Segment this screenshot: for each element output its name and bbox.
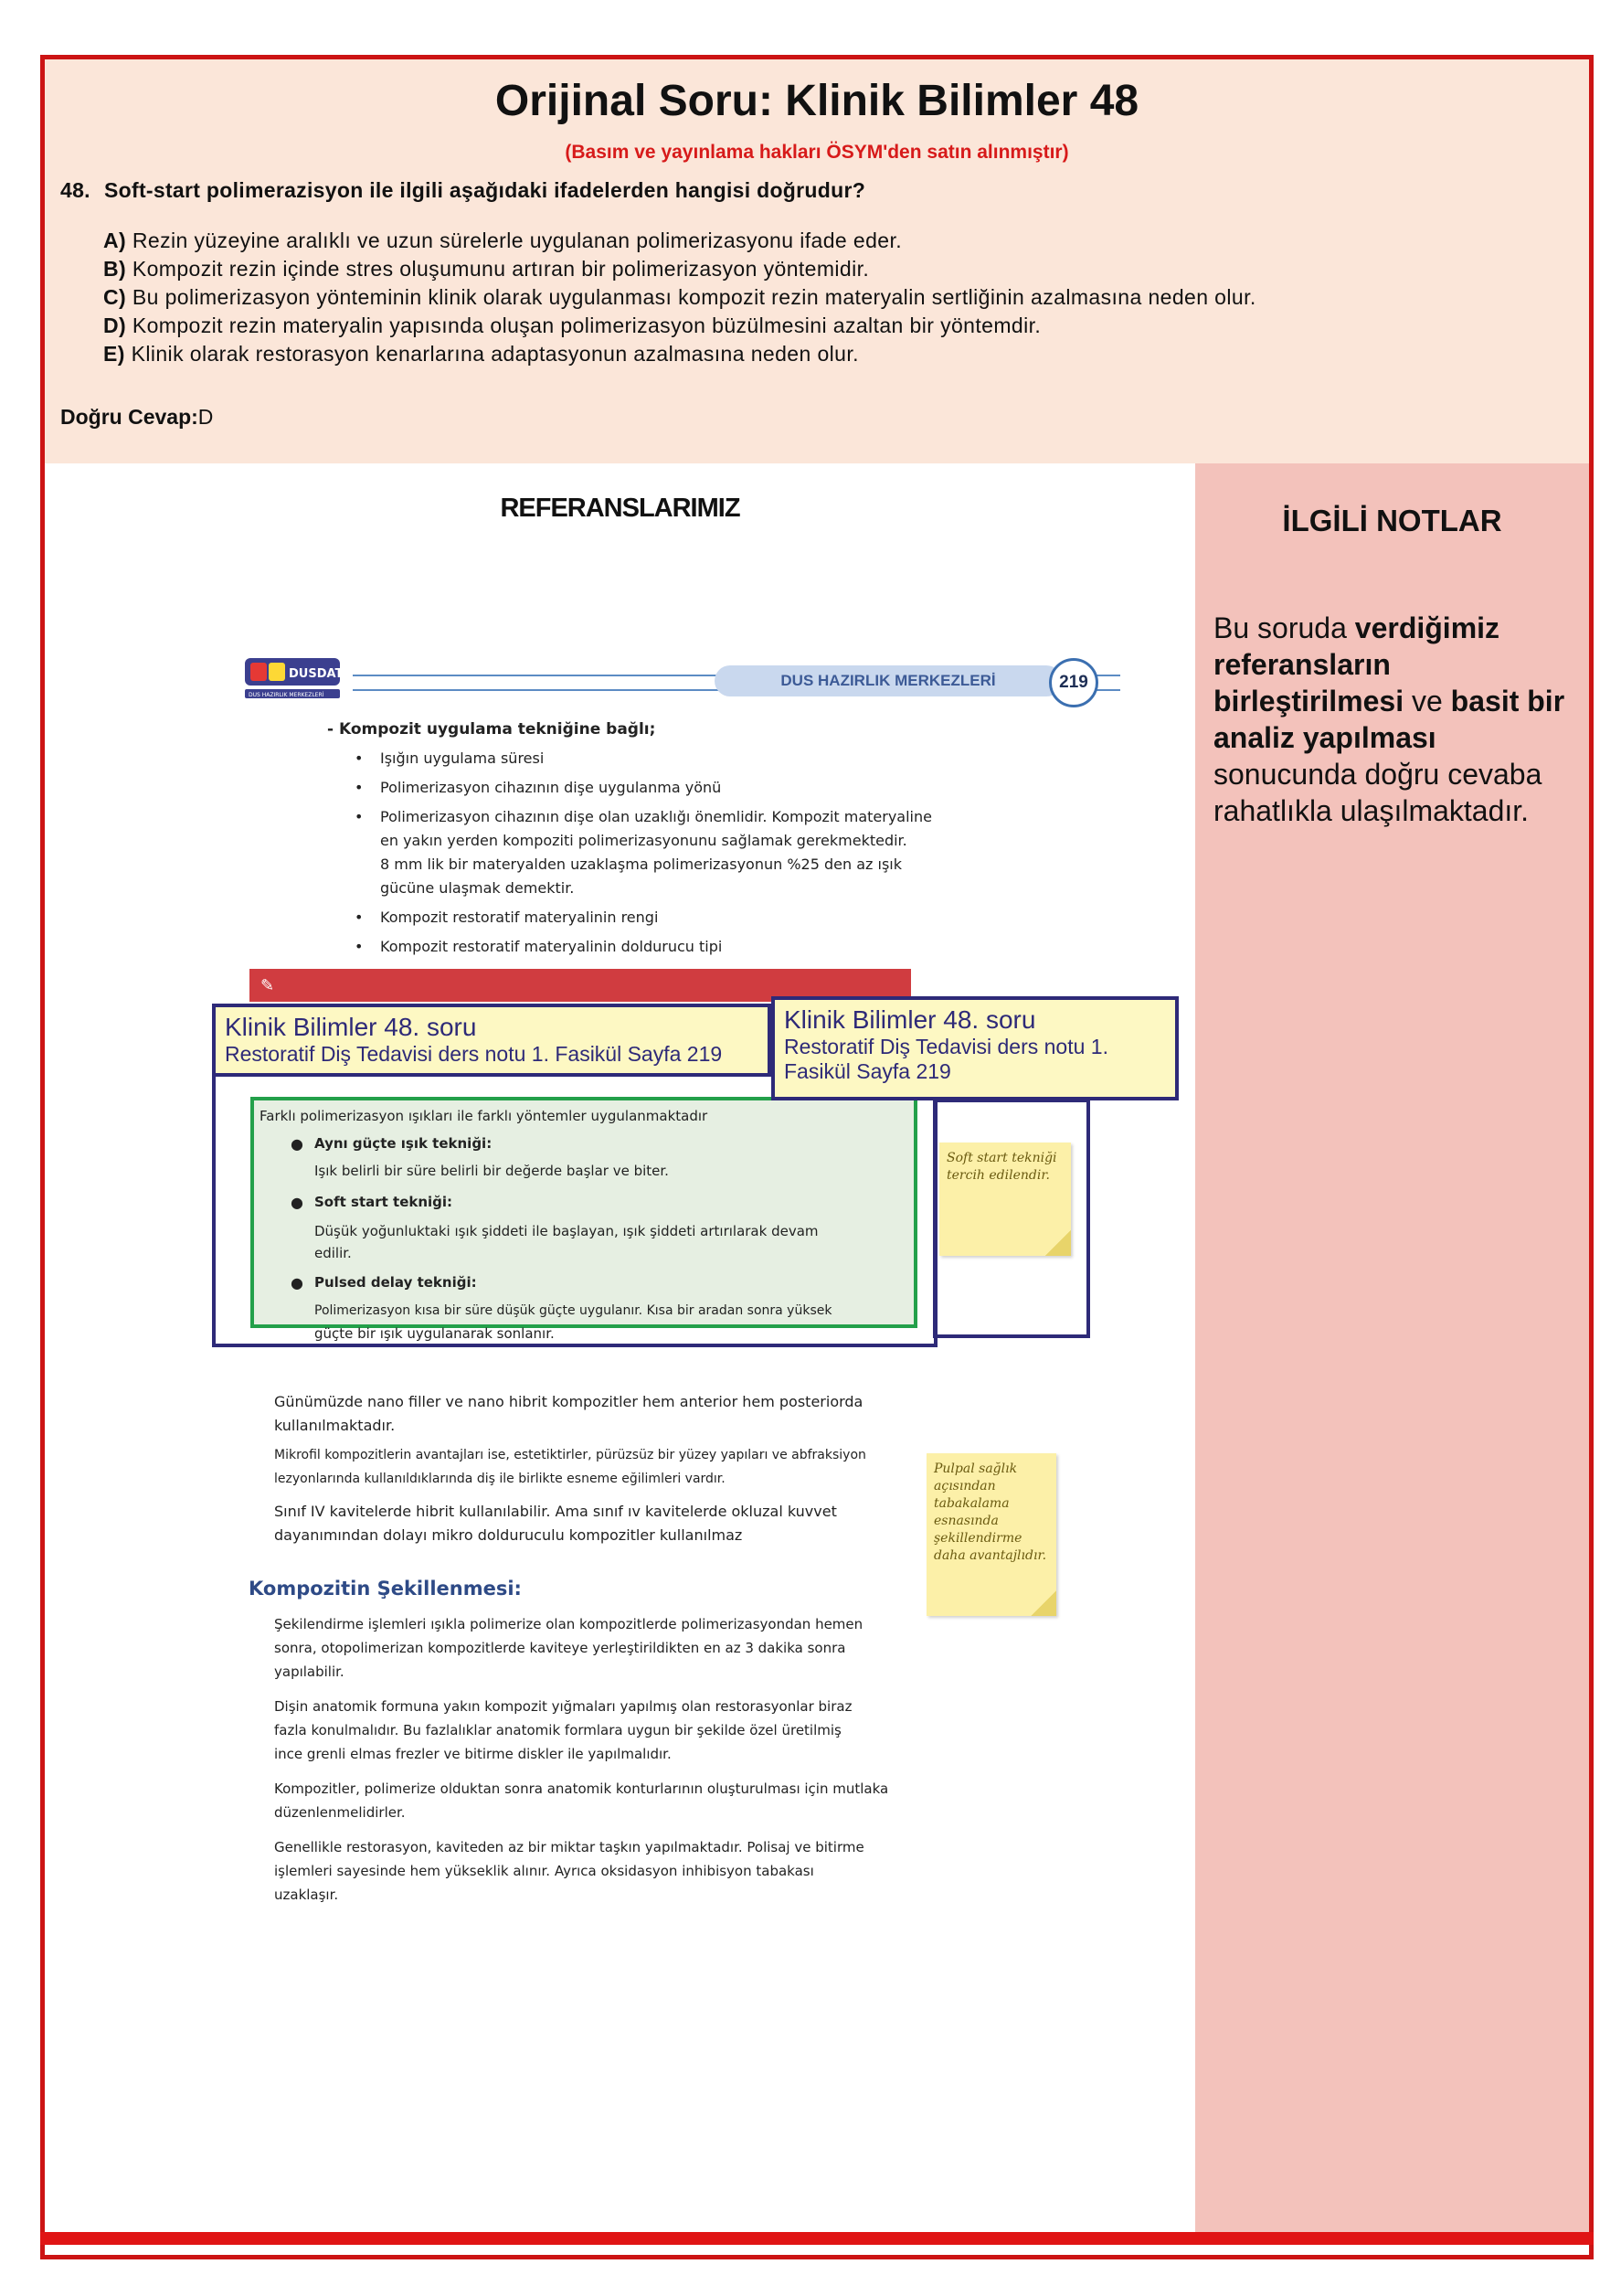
logo-text: DUSDATA	[289, 667, 352, 681]
book-line: gücüne ulaşmak demektir.	[380, 879, 575, 897]
option-text: Rezin yüzeyine aralıklı ve uzun sürelerle uygulanan polimerizasyonu ifade eder.	[126, 229, 903, 252]
book-line: Genellikle restorasyon, kaviteden az bir miktar taşkın yapılmaktadır. Polisaj ve bitirme	[274, 1839, 864, 1855]
bullet-icon: ●	[291, 1194, 303, 1211]
bullet-icon: ●	[291, 1135, 303, 1153]
sticky-note-text: Pulpal sağlık açısından tabakalama esnasında şekillendirme daha avantajlıdır.	[934, 1462, 1047, 1563]
book-line: edilir.	[314, 1245, 352, 1261]
copyright-notice: (Basım ve yayınlama hakları ÖSYM'den satın alınmıştır)	[565, 142, 1069, 163]
option-text: Kompozit rezin içinde stres oluşumunu artıran bir polimerizasyon yöntemidir.	[126, 257, 870, 281]
option-letter: E)	[103, 342, 125, 366]
book-line: en yakın yerden kompoziti polimerizasyonunu sağlamak gerekmektedir.	[380, 832, 907, 849]
callout-title: Klinik Bilimler 48. soru	[225, 1013, 477, 1041]
book-line: 8 mm lik bir materyalden uzaklaşma polimerizasyonun %25 den az ışık	[380, 856, 902, 873]
notes-text: sonucunda doğru cevaba rahatlıkla ulaşılmaktadır.	[1213, 758, 1542, 827]
book-header-title: DUS HAZIRLIK MERKEZLERİ	[715, 665, 1062, 696]
book-line: Kompozitler, polimerize olduktan sonra anatomik konturlarının oluşturulması için mutlaka	[274, 1780, 889, 1797]
callout-subtitle: Restoratif Diş Tedavisi ders notu 1. Fasikül Sayfa 219	[784, 1035, 1108, 1083]
sticky-note-text: Soft start tekniği tercih edilendir.	[947, 1151, 1057, 1183]
book-line: Polimerizasyon cihazının dişe uygulanma yönü	[380, 779, 722, 796]
book-line: uzaklaşır.	[274, 1887, 339, 1903]
book-line: yapılabilir.	[274, 1664, 344, 1680]
correct-answer-value: D	[197, 405, 214, 429]
section-heading: Kompozitin Şekillenmesi:	[249, 1578, 522, 1600]
option-text: Bu polimerizasyon yönteminin klinik olarak uygulanması kompozit rezin materyalin sertliğinin azalmasına neden olur.	[126, 285, 1256, 309]
book-page-number: 219	[1049, 658, 1098, 707]
bullet-icon: •	[355, 808, 364, 825]
book-line: kullanılmaktadır.	[274, 1417, 396, 1434]
book-line: dayanımından dolayı mikro dolduruculu kompozitler kullanılmaz	[274, 1526, 743, 1544]
question-number: 48.	[60, 178, 90, 202]
book-line: düzenlenmelidirler.	[274, 1804, 406, 1821]
notes-text: ve	[1404, 685, 1451, 718]
callout-subtitle: Restoratif Diş Tedavisi ders notu 1. Fasikül Sayfa 219	[225, 1042, 723, 1066]
correct-answer-label: Doğru Cevap:	[60, 405, 198, 429]
page-title: Orijinal Soru: Klinik Bilimler 48	[494, 77, 1139, 125]
book-line: Şekilendirme işlemleri ışıkla polimerize olan kompozitlerde polimerizasyondan hemen	[274, 1616, 863, 1632]
bullet-icon: •	[355, 938, 364, 955]
bullet-icon: •	[355, 749, 364, 767]
page-frame	[40, 55, 1594, 2259]
book-line: Işık belirli bir süre belirli bir değerde başlar ve biter.	[314, 1163, 669, 1179]
book-line: Sınıf IV kavitelerde hibrit kullanılabilir. Ama sınıf ıv kavitelerde okluzal kuvvet	[274, 1503, 837, 1520]
book-line: Kompozit restoratif materyalinin doldurucu tipi	[380, 938, 723, 955]
book-line: Işığın uygulama süresi	[380, 749, 545, 767]
book-line: Günümüzde nano filler ve nano hibrit kompozitler hem anterior hem posteriorda	[274, 1393, 863, 1410]
book-line: Kompozit restoratif materyalinin rengi	[380, 909, 659, 926]
book-line: güçte bir ışık uygulanarak sonlanır.	[314, 1325, 555, 1342]
bottom-red-bar	[40, 2232, 1594, 2245]
book-line: işlemleri sayesinde hem yükseklik alınır. Ayrıca oksidasyon inhibisyon tabakası	[274, 1863, 814, 1879]
book-line: Soft start tekniği:	[314, 1194, 453, 1210]
option-text: Klinik olarak restorasyon kenarlarına adaptasyonun azalmasına neden olur.	[124, 342, 859, 366]
book-line: Pulsed delay tekniği:	[314, 1274, 477, 1291]
book-line: sonra, otopolimerizan kompozitlerde kaviteye yerleştirildikten en az 3 dakika sonra	[274, 1640, 846, 1656]
option-letter: B)	[103, 257, 127, 281]
logo-subtext: DUS HAZIRLIK MERKEZLERİ	[249, 692, 324, 698]
book-line: Mikrofil kompozitlerin avantajları ise, estetiktirler, pürüzsüz bir yüzey yapıları ve abfraksiyon	[274, 1448, 866, 1462]
bullet-icon: ●	[291, 1274, 303, 1292]
notes-title: İLGİLİ NOTLAR	[1282, 504, 1502, 537]
references-title: REFERANSLARIMIZ	[500, 494, 740, 523]
option-text: Kompozit rezin materyalin yapısında oluşan polimerizasyon büzülmesini azaltan bir yöntemdir.	[126, 314, 1042, 337]
option-letter: D)	[103, 314, 127, 337]
book-line: Farklı polimerizasyon ışıkları ile farklı yöntemler uygulanmaktadır	[260, 1108, 708, 1124]
callout-title: Klinik Bilimler 48. soru	[784, 1005, 1036, 1034]
book-line: lezyonlarında kullanıldıklarında diş ile birlikte esneme eğilimleri vardır.	[274, 1472, 726, 1486]
option-letter: A)	[103, 229, 127, 252]
question-text: Soft-start polimerazisyon ile ilgili aşağıdaki ifadelerden hangisi doğrudur?	[104, 178, 866, 202]
book-line: Polimerizasyon cihazının dişe olan uzaklığı önemlidir. Kompozit materyaline	[380, 808, 932, 825]
book-line: Polimerizasyon kısa bir süre düşük güçte uygulanır. Kısa bir aradan sonra yüksek	[314, 1303, 832, 1318]
book-line: ince grenli elmas frezler ve bitirme diskler ile yapılmalıdır.	[274, 1746, 672, 1762]
bullet-icon: •	[355, 779, 364, 796]
book-line: Düşük yoğunluktaki ışık şiddeti ile başlayan, ışık şiddeti artırılarak devam	[314, 1223, 819, 1239]
book-line: Dişin anatomik formuna yakın kompozit yığmaları yapılmış olan restorasyonlar biraz	[274, 1698, 853, 1715]
book-line: fazla konulmalıdır. Bu fazlalıklar anatomik formlara uygun bir şekilde özel üretilmiş	[274, 1722, 842, 1738]
notes-text: Bu soruda	[1213, 611, 1355, 644]
option-letter: C)	[103, 285, 127, 309]
book-line: - Kompozit uygulama tekniğine bağlı;	[327, 720, 656, 739]
notes-bold-text: basit bir analiz yapılması	[1213, 685, 1565, 754]
bullet-icon: •	[355, 909, 364, 926]
pencil-icon: ✎	[260, 976, 275, 994]
notes-bold-text: verdiğimiz referansların birleştirilmesi	[1213, 611, 1500, 718]
book-line: Aynı güçte ışık tekniği:	[314, 1135, 493, 1152]
